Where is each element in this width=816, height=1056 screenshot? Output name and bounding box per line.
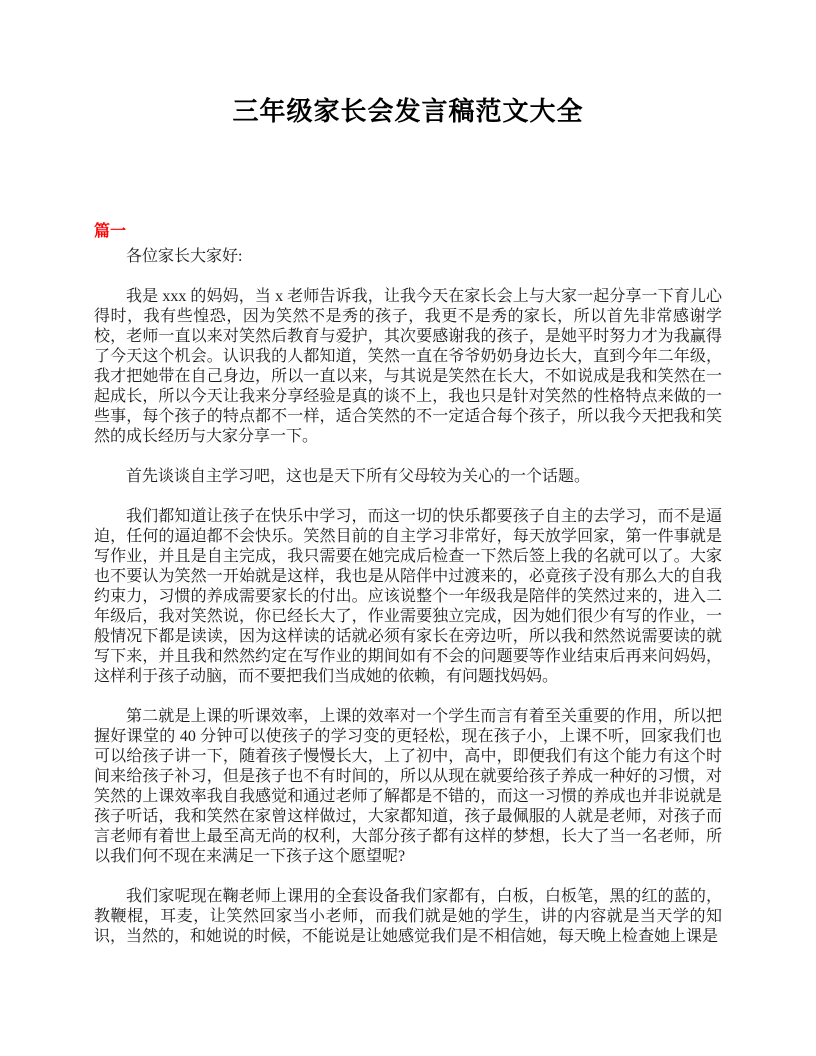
paragraph: 首先谈谈自主学习吧，这也是天下所有父母较为关心的一个话题。 bbox=[126, 468, 591, 485]
greeting-line: 各位家长大家好: bbox=[126, 248, 243, 265]
paragraph: 第二就是上课的听课效率，上课的效率对一个学生而言有着至关重要的作用，所以把握好课堂的 40 分钟可以使孩子的学习变的更轻松，现在孩子小，上课不听，回家我们也可以给孩子讲一下，随着孩子慢慢长大，上了初中，高中，即便我们有这个能力有这个时间来给孩子补习，但是孩子也不有时间的，所以从现在就要给孩子养成一种好的习惯，对笑然的上课效率我自我感觉和通过老师了解都是不错的，而这一习惯的养成也并非说就是孩子听话，我和笑然在家曾这样做过，大家都知道，孩子最佩服的人就是老师，对孩子而言老师有着世上最至高无尚的权利，大部分孩子都有这样的梦想，长大了当一名老师，所以我们何不现在来满足一下孩子这个愿望呢? bbox=[94, 708, 722, 865]
document-title: 三年级家长会发言稿范文大全 bbox=[232, 97, 584, 126]
section-heading: 篇一 bbox=[94, 223, 127, 240]
paragraph: 我们家呢现在鞠老师上课用的全套设备我们家都有，白板，白板笔，黑的红的蓝的，教鞭棍，耳麦，让笑然回家当小老师，而我们就是她的学生，讲的内容就是当天学的知识，当然的，和她说的时候，不能说是让她感觉我们是不相信她，每天晚上检查她上课是 bbox=[94, 888, 722, 945]
paragraph: 我们都知道让孩子在快乐中学习，而这一切的快乐都要孩子自主的去学习，而不是逼迫，任何的逼迫都不会快乐。笑然目前的自主学习非常好，每天放学回家，第一件事就是写作业，并且是自主完成，我只需要在她完成后检查一下然后签上我的名就可以了。大家也不要认为笑然一开始就是这样，我也是从陪伴中过渡来的，必竟孩子没有那么大的自我约束力，习惯的养成需要家长的付出。应该说整个一年级我是陪伴的笑然过来的，进入二年级后，我对笑然说，你已经长大了，作业需要独立完成，因为她们很少有写的作业，一般情况下都是读读，因为这样读的话就必须有家长在旁边听，所以我和然然说需要读的就写下来，并且我和然然约定在写作业的期间如有不会的问题要等作业结束后再来问妈妈，这样利于孩子动脑，而不要把我们当成她的依赖，有问题找妈妈。 bbox=[94, 508, 722, 685]
paragraph: 我是 xxx 的妈妈，当 x 老师告诉我，让我今天在家长会上与大家一起分享一下育儿心得时，我有些惶恐，因为笑然不是秀的孩子，我更不是秀的家长，所以首先非常感谢学校，老师一直以来对笑然后教育与爱护，其次要感谢我的孩子，是她平时努力才为我赢得了今天这个机会。认识我的人都知道，笑然一直在爷爷奶奶身边长大，直到今年二年级，我才把她带在自己身边，所以一直以来，与其说是笑然在长大，不如说成是我和笑然在一起成长，所以今天让我来分享经验是真的谈不上，我也只是针对笑然的性格特点来做的一些事，每个孩子的特点都不一样，适合笑然的不一定适合每个孩子，所以我今天把我和笑然的成长经历与大家分享一下。 bbox=[94, 288, 722, 445]
